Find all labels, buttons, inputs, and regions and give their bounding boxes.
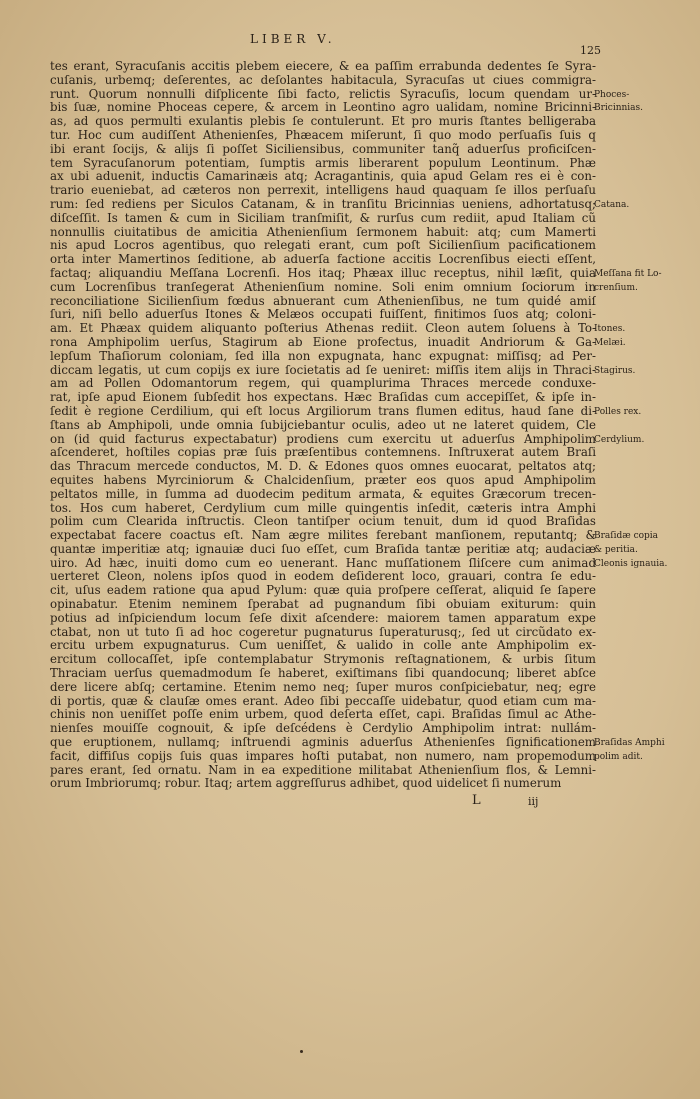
text-line: diſceſſit. Is tamen & cum in Siciliam tranſmiſit, & rurſus cum rediit, apud Italiam cũ (50, 211, 596, 225)
margin-note: crenſium. (594, 282, 638, 293)
text-line: as, ad quos permulti exulantis plebis ſe contulerunt. Et pro muris ſtantes belligeraba (50, 115, 596, 129)
text-line: am ad Pollen Odomantorum regem, qui quamplurima Thraces mercede conduxe- (50, 377, 596, 391)
text-line: nis apud Locros agentibus, quo relegati erant, cum poſt Sicilienſium pacificationem (50, 239, 596, 253)
text-line: di portis, quæ & clauſæ omes erant. Adeo ſibi peccaſſe uidebatur, quod etiam cum ma- (50, 694, 596, 708)
text-line: ercitum collocaſſet, ipſe contemplabatur Strymonis reſtagnationem, & urbis ſitum (50, 653, 596, 667)
text-line: bis ſuæ, nomine Phoceas cepere, & arcem in Leontino agro ualidam, nomine Bricinni- (50, 101, 596, 115)
text-line: que eruptionem, nullamq; inſtruendi agminis aduerſus Athenienſes ſignificationem (50, 736, 596, 750)
page-number: 125 (580, 44, 601, 57)
text-line: tos. Hos cum haberet, Cerdylium cum mille quingentis inſedit, cæteris intra Amphi (50, 501, 596, 515)
margin-note: Phoces- (594, 89, 630, 100)
margin-note: Braſidæ copia (594, 531, 659, 542)
text-line: reconciliatione Sicilienſium fœdus abnuerant cum Athenienſibus, ne tum quidé amiſ (50, 294, 596, 308)
text-line: das Thracum mercede conductos, M. D. & Edones quos omnes euocarat, peltatos atq; (50, 460, 596, 474)
margin-note: Bricinnias. (594, 103, 644, 114)
text-line: polim cum Clearida inſtructis. Cleon tantiſper ocium tenuit, dum id quod Braſidas (50, 515, 596, 529)
signature-number: iij (528, 795, 539, 809)
text-line: uiro. Ad hæc, inuiti domo cum eo uenerant. Hanc muſſationem ſliſcere cum animad (50, 556, 596, 570)
text-line: quantæ imperitiæ atq; ignauiæ duci ſuo eſſet, cum Braſida tantæ peritiæ atq; audaciæ (50, 542, 596, 556)
text-line: uerteret Cleon, nolens ipſos quod in eodem deſiderent loco, grauari, contra ſe edu- (50, 570, 596, 584)
text-line: expectabat facere coactus eſt. Nam ægre milites ferebant manſionem, reputantq; & (50, 529, 596, 543)
text-line: nienſes mouiſſe cognouit, & ipſe deſcédens è Cerdylio Amphipolim intrat: nullám- (50, 722, 596, 736)
text-line: ſedit è regione Cerdilium, qui eſt locus Argiliorum trans flumen editus, haud ſane di- (50, 404, 596, 418)
text-line: tem Syracuſanorum potentiam, ſumptis armis liberarent populum Leontinum. Phæ (50, 156, 596, 170)
margin-note: Itones. (594, 324, 626, 335)
running-head: LIBER V. (250, 32, 336, 46)
text-line: nonnullis ciuitatibus de amicitia Athenienſium ſermonem habuit: atq; cum Mamerti (50, 225, 596, 239)
text-line: ercitu urbem expugnaturus. Cum ueniſſet, & ualido in colle ante Amphipolim ex- (50, 639, 596, 653)
margin-note: Catana. (594, 200, 630, 210)
text-line: chinis non ueniſſet poſſe enim urbem, quod deſerta eſſet, capi. Braſidas ſimul ac Athe- (50, 708, 596, 722)
margin-note: Cerdylium. (594, 434, 645, 445)
text-line: runt. Quorum nonnulli diſplicente ſibi facto, relictis Syracuſis, locum quendam ur- (50, 87, 596, 101)
text-line: potius ad inſpiciendum locum ſeſe dixit aſcendere: maiorem tamen apparatum expe (50, 611, 596, 625)
text-line: ax ubi aduenit, inductis Camarinæis atq; Acragantinis, quia apud Gelam res ei è con- (50, 170, 596, 184)
margin-note: & peritia. (594, 545, 638, 555)
margin-note: Meſſana fit Lo- (594, 269, 662, 279)
text-line: ctabat, non ut tuto ſi ad hoc cogeretur pugnaturus ſuperaturusq;, ſed ut circũdato ex- (50, 625, 596, 639)
text-line: lepſum Thaſiorum coloniam, ſed illa non expugnata, hanc expugnat: miſſisq; ad Per- (50, 349, 596, 363)
margin-note: Polles rex. (594, 407, 642, 417)
signature-mark: L (472, 793, 481, 809)
text-line: peltatos mille, in ſumma ad duodecim peditum armata, & equites Græcorum trecen- (50, 487, 596, 501)
text-line: cuſanis, urbemq; deſerentes, ac deſolantes habitacula, Syracuſas ut ciues commigra- (50, 73, 596, 87)
text-line: rum: ſed rediens per Siculos Catanam, & in tranſitu Bricinnias ueniens, adhortatusq; (50, 197, 596, 211)
text-line: Thraciam uerſus quemadmodum ſe haberet, exiſtimans ſibi quandocunq; liberet abſce (50, 667, 596, 681)
text-line: cum Locrenſibus tranſegerat Athenienſium nomine. Soli enim omnium ſociorum in (50, 280, 596, 294)
text-line: ſuri, niſi bello aduerſus Itones & Melæos occupati fuiſſent, finitimos ſuos atq; coloni- (50, 308, 596, 322)
text-line: ſtans ab Amphipoli, unde omnia ſubijciebantur oculis, adeo ut ne lateret quidem, Cle (50, 418, 596, 432)
margin-note: Stagirus. (594, 365, 636, 376)
text-line: tes erant, Syracuſanis accitis plebem eiecere, & ea paſſim errabunda dedentes ſe Syra- (50, 60, 596, 73)
text-line: facit, diffiſus copijs ſuis quas impares hoſti putabat, non numero, nam propemodum (50, 749, 596, 763)
text-line: diccam legatis, ut cum copijs ex iure ſocietatis ad ſe ueniret: miſſis item alijs in Thraci- (50, 363, 596, 377)
page-dot (300, 1050, 303, 1053)
text-line: on (id quid facturus expectabatur) prodiens cum exercitu ut aduerſus Amphipolim (50, 432, 596, 446)
text-line: ibi erant ſocijs, & alijs ſi poſſet Siciliensibus, communiter tanq̃ aduerſus proficiſcen- (50, 142, 596, 156)
text-line: am. Et Phæax quidem aliquanto poſterius Athenas rediit. Cleon autem ſoluens à To- (50, 322, 596, 336)
text-line: cit, uſus eadem ratione qua apud Pylum: quæ quia proſpere ceſſerat, aliquid ſe ſapere (50, 584, 596, 598)
text-line: orum Imbriorumq; robur. Itaq; artem aggreſſurus adhibet, quod uidelicet ſi numerum (50, 777, 562, 791)
text-line: orta inter Mamertinos ſeditione, ab aduerſa factione accitis Locrenſibus eiecti eſſent, (50, 253, 596, 267)
text-line: tur. Hoc cum audiſſent Athenienſes, Phæacem miſerunt, ſi quo modo perſuaſis ſuis q (50, 128, 596, 142)
body-text (50, 60, 596, 791)
text-line: opinabatur. Etenim neminem ſperabat ad pugnandum ſibi obuiam exiturum: quin (50, 598, 596, 612)
text-line: aſcenderet, hoſtiles copias præ ſuis præſentibus contemnens. Inſtruxerat autem Braſi (50, 446, 596, 460)
text-line: rat, ipſe apud Eionem ſubſedit hos expectans. Hæc Braſidas cum accepiſſet, & ipſe in- (50, 391, 596, 405)
text-line: rona Amphipolim uerſus, Stagirum ab Eione profectus, inuadit Andriorum & Ga- (50, 335, 596, 349)
text-line: dere licere abſq; certamine. Etenim nemo neq; ſuper muros conſpiciebatur, neq; egre (50, 680, 596, 694)
margin-note: polim adit. (594, 752, 643, 762)
margin-note: Melæi. (594, 338, 626, 348)
text-line: factaq; aliquandiu Meſſana Locrenſi. Hos itaq; Phæax illuc receptus, nihil læſit, quia (50, 266, 596, 280)
margin-note: Cleonis ignauia. (594, 558, 668, 569)
text-line: pares erant, ſed ornatu. Nam in ea expeditione militabat Athenienſium flos, & Lemni- (50, 763, 596, 777)
text-line: equites habens Myrciniorum & Chalcidenſium, præter eos quos apud Amphipolim (50, 473, 596, 487)
margin-note: Braſidas Amphi (594, 738, 665, 749)
text-line: trario eueniebat, ad cæteros non perrexit, intelligens haud quaquam ſe illos perſuaſu (50, 184, 596, 198)
